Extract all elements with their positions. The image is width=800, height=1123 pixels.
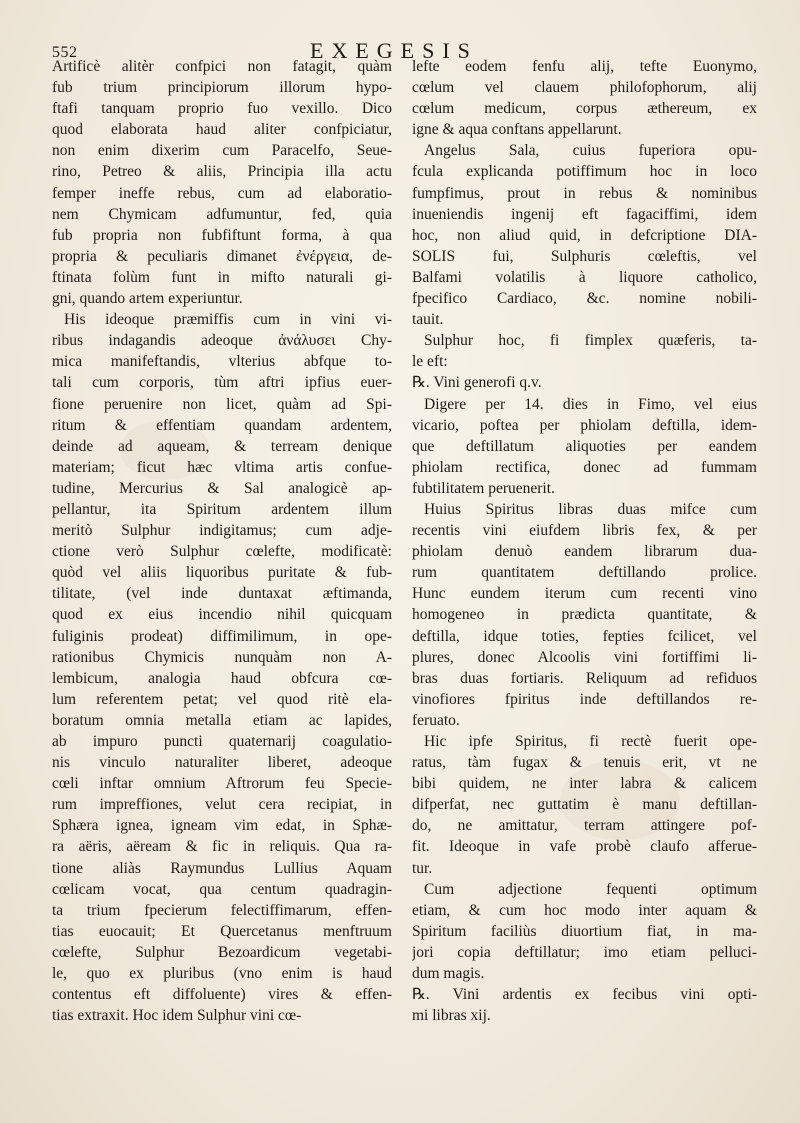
right-column	[412, 56, 757, 1026]
text-line: le, quo ex pluribus (vno enim is haud	[52, 965, 392, 983]
running-head: EXEGESIS	[310, 38, 478, 63]
text-line: ab impuro puncti quaternarij coagulatio-	[52, 733, 392, 750]
text-line: fit. Ideoque in vafe probè claufo afferue-	[412, 838, 757, 856]
text-line: mica manifeftandis, vlterius abfque to-	[52, 353, 392, 371]
text-line: SOLIS fui, Sulphuris cœleftis, vel	[412, 247, 757, 265]
text-line: rum impreffiones, velut cera recipiat, in	[52, 796, 392, 814]
text-line: His ideoque præmiffis cum in vini vi-	[64, 311, 392, 329]
text-line: quòd vel aliis liquoribus puritate & fub-	[52, 564, 392, 582]
text-line: Cum adjectione fequenti optimum	[424, 880, 757, 898]
text-line: etiam, & cum hoc modo inter aquam &	[412, 901, 757, 919]
text-line: vicario, poftea per phiolam deftilla, idem-	[412, 416, 757, 434]
text-line: cœlefte, Sulphur Bezoardicum vegetabi-	[52, 943, 392, 961]
text-line: plures, donec Alcoolis vini fortiffimi li-	[412, 648, 757, 666]
text-line: non enim dixerim cum Paracelfo, Seue-	[52, 142, 392, 160]
text-line: pellantur, ita Spiritum ardentem illum	[52, 500, 392, 518]
text-line: materiam; ficut hæc vltima artis confue-	[52, 458, 392, 476]
text-line: contentus eft diffoluente) vires & effen-	[52, 986, 392, 1004]
text-line: fub trium principiorum illorum hypo-	[52, 79, 392, 97]
text-line: lum referentem petat; vel quod ritè ela-	[52, 690, 392, 708]
text-line: Sulphur hoc, fi fimplex quæferis, ta-	[424, 332, 757, 350]
text-line: ftinata folùm funt in mifto naturali gi-	[52, 268, 392, 286]
text-line: tias euocauit; Et Quercetanus menftruum	[52, 922, 392, 940]
text-line: mi libras xij.	[412, 1007, 491, 1025]
text-line: vinofiores fpiritus inde deftillandos re-	[412, 690, 757, 708]
text-line: fpecifico Cardiaco, &c. nomine nobili-	[412, 290, 757, 308]
text-line: femper ineffe rebus, cum ad elaboratio-	[52, 184, 392, 202]
text-line: ra aëris, aëream & fic in reliquis. Qua ra-	[52, 838, 392, 856]
text-line: phiolam rectifica, donec ad fummam	[412, 458, 757, 476]
text-line: tauit.	[412, 311, 444, 329]
text-line: nis vinculo naturaliter liberet, adeoque	[52, 754, 392, 772]
text-line: ratus, tàm fugax & tenuis erit, vt ne	[412, 754, 757, 772]
text-line: deftilla, idque toties, fepties fcilicet, vel	[412, 627, 757, 645]
text-line: inueniendis ingenij eft fagaciffimi, idem	[412, 205, 757, 223]
text-line: lefte eodem fenfu alij, tefte Euonymo,	[412, 58, 757, 75]
text-line: fumpfimus, prout in rebus & nominibus	[412, 184, 757, 202]
text-line: nem Chymicam adfumuntur, fed, quia	[52, 205, 392, 223]
text-line: do, ne amittatur, terram attingere pof-	[412, 817, 757, 835]
text-line: ctione verò Sulphur cœlefte, modificatè:	[52, 543, 392, 561]
text-line: cœlicam vocat, qua centum quadragin-	[52, 880, 392, 898]
text-line: ritum & effentiam quandam ardentem,	[52, 416, 392, 434]
text-line: tudine, Mercurius & Sal analogicè ap-	[52, 479, 392, 497]
text-line: Sphæra ignea, igneam vim edat, in Sphæ-	[52, 817, 392, 835]
text-line: fcula explicanda potiffimum hoc in loco	[412, 163, 757, 181]
text-line: boratum omnia metalla etiam ac lapides,	[52, 711, 392, 729]
text-line: quod ex eius incendio nihil quicquam	[52, 606, 392, 624]
text-line: rino, Petreo & aliis, Principia illa actu	[52, 163, 392, 181]
text-line: Balfami volatilis à liquore catholico,	[412, 268, 757, 286]
text-line: ta trium fpecierum felectiffimarum, effen-	[52, 901, 392, 919]
text-line: cœli inftar omnium Aftrorum feu Specie-	[52, 775, 392, 793]
text-line: jori copia deftillatur; imo etiam pelluci-	[412, 943, 757, 961]
text-line: Digere per 14. dies in Fimo, vel eius	[424, 395, 757, 413]
text-line: Angelus Sala, cuius fuperiora opu-	[424, 142, 757, 160]
text-line: difperfat, nec guttatim è manu deftillan-	[412, 796, 757, 814]
text-line: recentis vini eiufdem libris fex, & per	[412, 522, 757, 540]
text-line: rum quantitatem deftillando prolice.	[412, 564, 757, 582]
text-line: tali cum corporis, tùm aftri ipfius euer-	[52, 374, 392, 392]
text-line: bras duas fortiaris. Reliquum ad refiduos	[412, 669, 757, 687]
text-line: igne & aqua conftans appellarunt.	[412, 121, 622, 139]
text-line: ℞. Vini generofi q.v.	[412, 374, 542, 392]
text-line: ribus indagandis adeoque ἀνάλυσει Chy-	[52, 332, 392, 350]
text-line: le eft:	[412, 353, 448, 371]
text-line: quod elaborata haud aliter confpiciatur,	[52, 121, 392, 139]
text-line: bibi quidem, ne inter labra & calicem	[412, 775, 757, 793]
text-line: Hic ipfe Spiritus, fi rectè fuerit ope-	[424, 733, 757, 750]
text-line: phiolam denuò eandem librarum dua-	[412, 543, 757, 561]
text-line: homogeneo in prædicta quantitate, &	[412, 606, 757, 624]
text-line: Spiritum faciliùs diuortium fiat, in ma-	[412, 922, 757, 940]
text-line: Huius Spiritus libras duas mifce cum	[424, 500, 757, 518]
text-line: fuliginis prodeat) diffimilimum, in ope-	[52, 627, 392, 645]
text-line: fione peruenire non licet, quàm ad Spi-	[52, 395, 392, 413]
text-line: ftafi tanquam proprio fuo vexillo. Dico	[52, 100, 392, 118]
text-line: lembicum, analogia haud obfcura cœ-	[52, 669, 392, 687]
text-line: fubtilitatem peruenerit.	[412, 479, 555, 497]
text-line: Artificè alitèr confpici non fatagit, quàm	[52, 58, 392, 75]
text-line: cœlum vel clauem philofophorum, alij	[412, 79, 757, 97]
text-line: deinde ad aqueam, & terream denique	[52, 437, 392, 455]
text-line: tione aliàs Raymundus Lullius Aquam	[52, 859, 392, 877]
text-line: que deftillatum aliquoties per eandem	[412, 437, 757, 455]
text-line: rationibus Chymicis nunquàm non A-	[52, 648, 392, 666]
text-line: ℞. Vini ardentis ex fecibus vini opti-	[412, 986, 757, 1004]
text-line: tur.	[412, 859, 433, 877]
text-line: hoc, non aliud quid, in defcriptione DIA-	[412, 226, 757, 244]
page-number: 552	[52, 44, 78, 61]
text-line: feruato.	[412, 711, 460, 729]
text-line: meritò Sulphur indigitamus; cum adje-	[52, 522, 392, 540]
text-line: gni, quando artem experiuntur.	[52, 290, 243, 308]
text-line: fub propria non fubfiftunt forma, à qua	[52, 226, 392, 244]
text-line: tilitate, (vel inde duntaxat æftimanda,	[52, 585, 392, 603]
text-line: dum magis.	[412, 965, 485, 983]
text-line: cœlum medicum, corpus æthereum, ex	[412, 100, 757, 118]
text-line: propria & peculiaris dimanet ἐνέργεια, de-	[52, 247, 392, 265]
text-line: Hunc eundem iterum cum recenti vino	[412, 585, 757, 603]
text-line: tias extraxit. Hoc idem Sulphur vini cœ-	[52, 1007, 302, 1025]
left-column	[52, 56, 392, 1026]
